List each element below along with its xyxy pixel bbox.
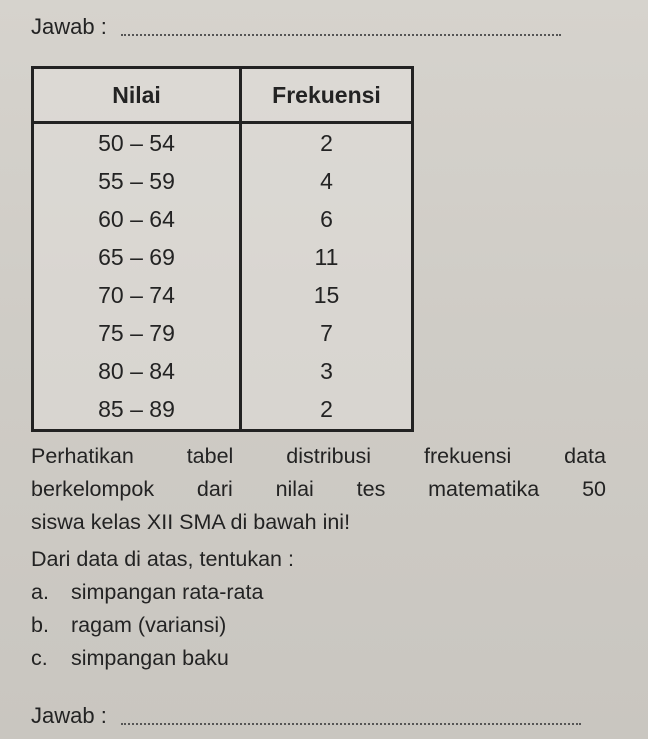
cell-interval: 60 – 64 — [98, 205, 175, 232]
table-row — [34, 315, 411, 353]
cell-frequency: 2 — [241, 123, 412, 163]
table-row — [34, 391, 411, 429]
option-c — [31, 642, 606, 675]
cell-frequency: 7 — [241, 315, 412, 353]
question-prompt: Dari data di atas, tentukan : — [31, 547, 294, 571]
option-letter: a. — [31, 580, 49, 604]
option-letter: b. — [31, 613, 49, 637]
option-text: simpangan rata-rata — [71, 580, 264, 604]
cell-interval: 85 – 89 — [98, 396, 175, 423]
table-row — [34, 162, 411, 200]
cell-frequency: 11 — [241, 238, 412, 276]
cell-frequency: 3 — [241, 353, 412, 391]
option-text: ragam (variansi) — [71, 613, 227, 637]
problem-text — [31, 440, 606, 675]
option-letter: c. — [31, 646, 48, 670]
cell-frequency: 2 — [241, 391, 412, 429]
cell-interval: 50 – 54 — [98, 129, 175, 156]
bottom-answer-dotted-line — [121, 722, 581, 725]
top-answer-line — [31, 14, 561, 40]
table-row — [34, 238, 411, 276]
problem-line-3: siswa kelas XII SMA di bawah ini! — [31, 510, 351, 534]
cell-frequency: 4 — [241, 162, 412, 200]
header-frekuensi: Frekuensi — [241, 69, 412, 123]
table-row — [34, 123, 411, 163]
top-answer-dotted-line — [121, 33, 561, 36]
top-answer-label: Jawab : — [31, 14, 107, 39]
table-row — [34, 353, 411, 391]
cell-frequency: 15 — [241, 276, 412, 314]
option-b — [31, 609, 606, 642]
bottom-answer-label: Jawab : — [31, 703, 107, 728]
bottom-answer-line — [31, 703, 581, 729]
header-nilai: Nilai — [34, 69, 241, 123]
cell-frequency: 6 — [241, 200, 412, 238]
cell-interval: 55 – 59 — [98, 167, 175, 194]
frequency-table — [31, 66, 414, 432]
cell-interval: 65 – 69 — [98, 243, 175, 270]
cell-interval: 80 – 84 — [98, 358, 175, 385]
table-row — [34, 200, 411, 238]
problem-line-2: berkelompok dari nilai tes matematika 50 — [31, 477, 606, 501]
option-a — [31, 576, 606, 609]
cell-interval: 70 – 74 — [98, 282, 175, 308]
table-row — [34, 276, 411, 314]
option-text: simpangan baku — [71, 646, 229, 670]
table-header-row — [34, 69, 411, 123]
problem-line-1: Perhatikan tabel distribusi frekuensi data — [31, 444, 606, 468]
cell-interval: 75 – 79 — [98, 320, 175, 347]
